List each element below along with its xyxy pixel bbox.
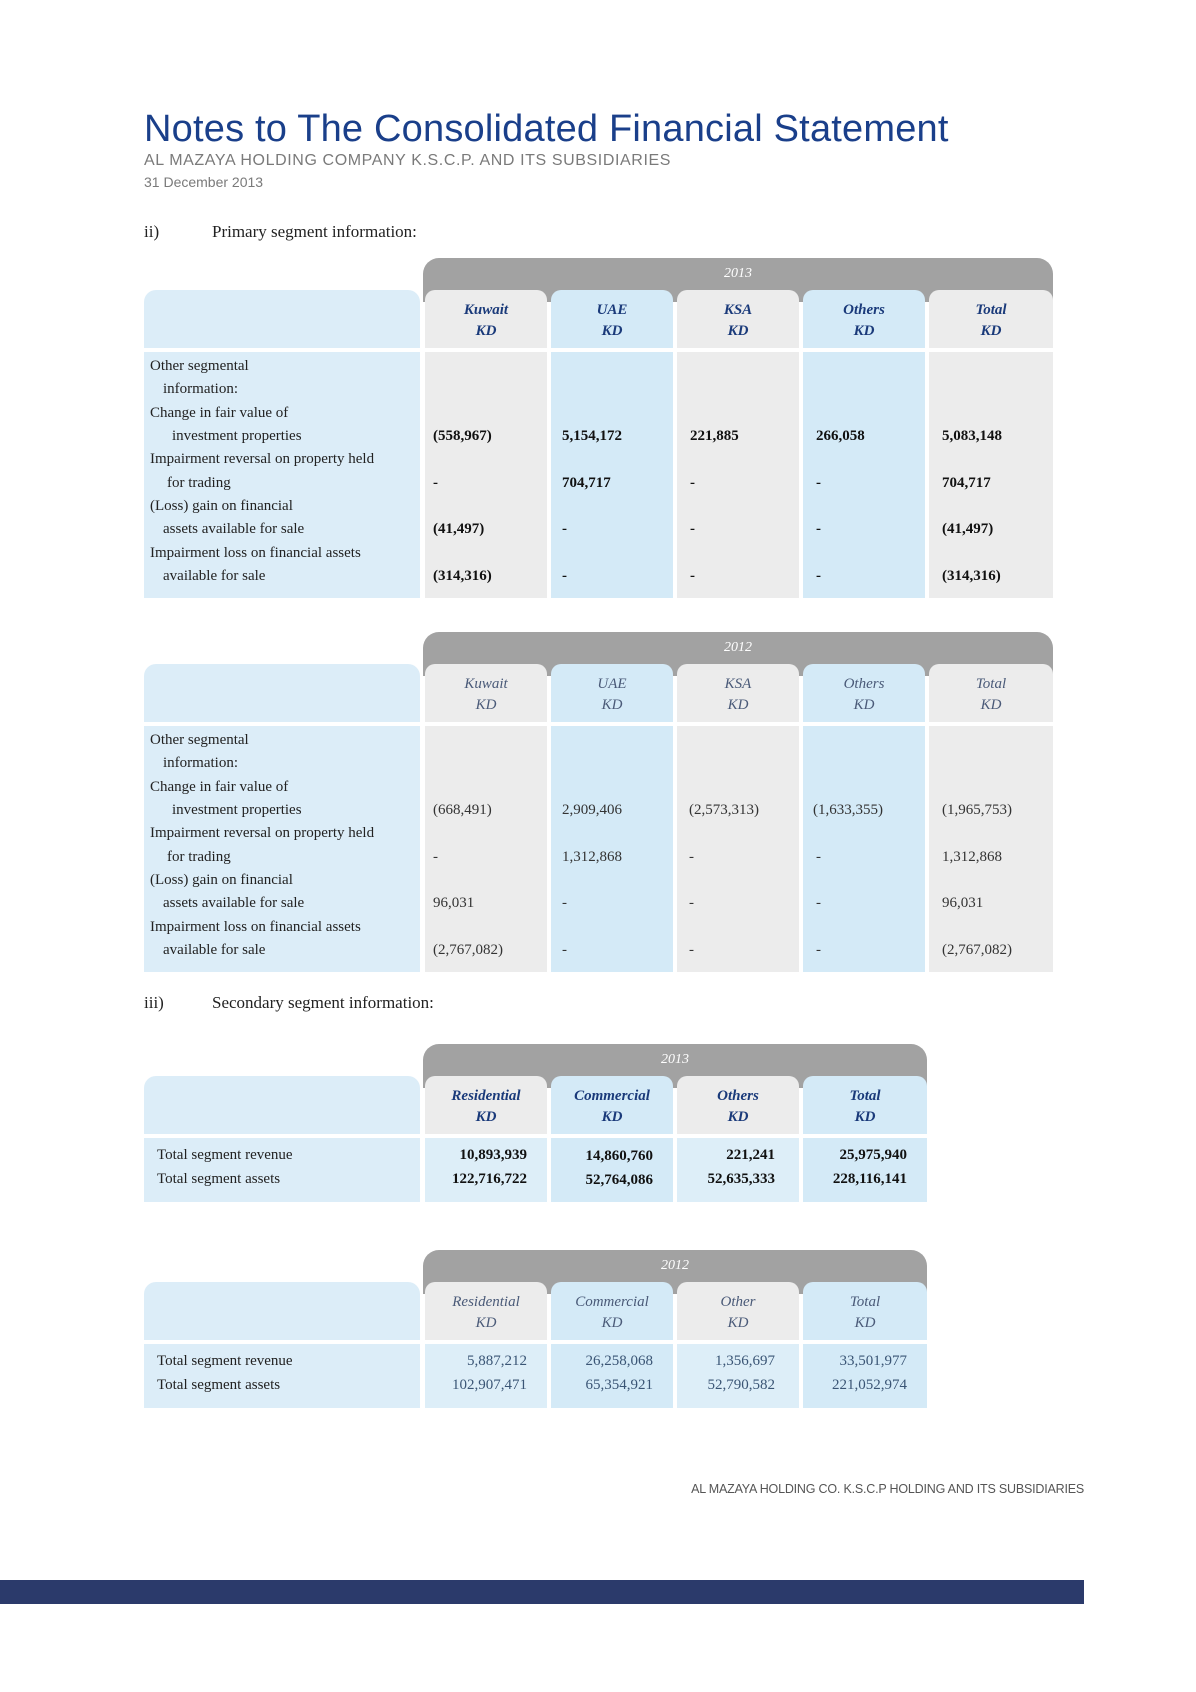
row-label-line: Impairment loss on financial assets	[150, 545, 361, 561]
table-cell: 2,909,406	[562, 802, 622, 818]
table-cell: (41,497)	[942, 521, 994, 537]
column-header-total: Total KD	[929, 290, 1053, 348]
column-header-kuwait: Kuwait KD	[425, 664, 547, 722]
table-cell: (314,316)	[942, 568, 1001, 584]
table-cell: (1,965,753)	[942, 802, 1012, 818]
row-label-line: (Loss) gain on financial	[150, 872, 293, 888]
column-header-commercial: Commercial KD	[551, 1076, 673, 1134]
table-cell: (2,573,313)	[689, 802, 759, 818]
table-cell: (2,767,082)	[942, 942, 1012, 958]
column-header-others: Others KD	[677, 1076, 799, 1134]
table-cell: (41,497)	[433, 521, 485, 537]
table-cell: -	[816, 568, 821, 584]
page-title: Notes to The Consolidated Financial Statement	[144, 108, 949, 150]
row-label-line: for trading	[167, 475, 231, 491]
table-cell: -	[816, 475, 821, 491]
table-cell: -	[689, 942, 694, 958]
row-label-line: Change in fair value of	[150, 405, 289, 421]
table-cell: (1,633,355)	[813, 802, 883, 818]
row-label-line: Other segmental	[150, 358, 249, 374]
table-cell: 122,716,722	[452, 1171, 527, 1187]
row-label-line: information:	[163, 755, 238, 771]
row-label: Total segment revenue	[157, 1353, 293, 1369]
header-blank	[144, 664, 420, 722]
table-cell: -	[690, 475, 695, 491]
section-label: Primary segment information:	[212, 222, 417, 241]
table-cell: -	[816, 849, 821, 865]
column-header-total: Total KD	[929, 664, 1053, 722]
table-cell: (314,316)	[433, 568, 492, 584]
table-cell: 5,887,212	[467, 1353, 527, 1369]
column-header-others: Others KD	[803, 664, 925, 722]
table-cell: 52,764,086	[585, 1172, 653, 1188]
table-cell: -	[689, 895, 694, 911]
table-cell: (668,491)	[433, 802, 492, 818]
column-header-kuwait: Kuwait KD	[425, 290, 547, 348]
year-header: 2013	[423, 258, 1053, 302]
header-blank	[144, 1076, 420, 1134]
row-label-line: Impairment loss on financial assets	[150, 919, 361, 935]
table-cell: 26,258,068	[585, 1353, 653, 1369]
table-cell: 52,635,333	[707, 1171, 775, 1187]
table-cell: 266,058	[816, 428, 865, 444]
row-label-line: Impairment reversal on property held	[150, 825, 375, 841]
table-cell: -	[433, 475, 438, 491]
column-body-others	[803, 726, 925, 972]
year-header: 2013	[423, 1044, 927, 1088]
row-label-line: assets available for sale	[163, 895, 305, 911]
column-header-others: Others KD	[803, 290, 925, 348]
company-name: AL MAZAYA HOLDING COMPANY K.S.C.P. AND ITS SUBSIDIARIES	[144, 152, 672, 169]
table-cell: 10,893,939	[459, 1147, 527, 1163]
table-cell: 704,717	[942, 475, 991, 491]
column-body-kuwait	[425, 352, 547, 598]
table-cell: -	[562, 895, 567, 911]
table-cell: 5,154,172	[562, 428, 622, 444]
table-cell: 221,885	[690, 428, 739, 444]
section-number: ii)	[144, 222, 160, 241]
table-cell: 1,312,868	[562, 849, 622, 865]
table-cell: -	[690, 568, 695, 584]
table-cell: 704,717	[562, 475, 611, 491]
table-cell: -	[562, 942, 567, 958]
table-cell: 102,907,471	[452, 1377, 527, 1393]
table-cell: -	[816, 895, 821, 911]
column-header-ksa: KSA KD	[677, 664, 799, 722]
column-header-residential: Residential KD	[425, 1282, 547, 1340]
row-label-line: assets available for sale	[163, 521, 305, 537]
table-cell: 228,116,141	[832, 1171, 907, 1187]
column-body-kuwait	[425, 726, 547, 972]
table-cell: 221,052,974	[832, 1377, 907, 1393]
row-label-line: (Loss) gain on financial	[150, 498, 293, 514]
row-label-line: available for sale	[163, 942, 266, 958]
table-cell: 65,354,921	[585, 1377, 653, 1393]
column-header-total: Total KD	[803, 1076, 927, 1134]
table-cell: -	[562, 521, 567, 537]
row-label-line: information:	[163, 381, 238, 397]
table-cell: 14,860,760	[585, 1148, 653, 1164]
table-cell: 52,790,582	[707, 1377, 775, 1393]
column-body-others	[803, 352, 925, 598]
table-cell: -	[433, 849, 438, 865]
footer-company-name: AL MAZAYA HOLDING CO. K.S.C.P HOLDING AND ITS SUBSIDIARIES	[691, 1482, 1084, 1496]
table-cell: 5,083,148	[942, 428, 1002, 444]
column-body-ksa	[677, 726, 799, 972]
table-cell: -	[689, 849, 694, 865]
row-label-line: for trading	[167, 849, 231, 865]
header-blank	[144, 290, 420, 348]
table-cell: (2,767,082)	[433, 942, 503, 958]
column-header-total: Total KD	[803, 1282, 927, 1340]
table-cell: -	[816, 942, 821, 958]
table-cell: 221,241	[726, 1147, 775, 1163]
table-cell: -	[562, 568, 567, 584]
row-label-line: investment properties	[172, 428, 302, 444]
column-header-uae: UAE KD	[551, 664, 673, 722]
row-label-line: Impairment reversal on property held	[150, 451, 375, 467]
table-cell: -	[816, 521, 821, 537]
table-cell: 25,975,940	[839, 1147, 907, 1163]
row-label-line: Other segmental	[150, 732, 249, 748]
header-blank	[144, 1282, 420, 1340]
table-cell: (558,967)	[433, 428, 492, 444]
row-label: Total segment revenue	[157, 1147, 293, 1163]
column-header-residential: Residential KD	[425, 1076, 547, 1134]
row-label: Total segment assets	[157, 1377, 281, 1393]
table-cell: 96,031	[433, 895, 475, 911]
column-body-ksa	[677, 352, 799, 598]
table-cell: 1,356,697	[715, 1353, 775, 1369]
year-header: 2012	[423, 1250, 927, 1294]
section-number: iii)	[144, 993, 164, 1012]
row-label-line: available for sale	[163, 568, 266, 584]
row-label-line: investment properties	[172, 802, 302, 818]
row-label: Total segment assets	[157, 1171, 281, 1187]
column-header-ksa: KSA KD	[677, 290, 799, 348]
column-header-uae: UAE KD	[551, 290, 673, 348]
table-cell: 96,031	[942, 895, 984, 911]
row-label-line: Change in fair value of	[150, 779, 289, 795]
statement-date: 31 December 2013	[144, 174, 264, 190]
table-cell: -	[690, 521, 695, 537]
table-cell: 1,312,868	[942, 849, 1002, 865]
section-label: Secondary segment information:	[212, 993, 434, 1012]
column-header-other: Other KD	[677, 1282, 799, 1340]
column-header-commercial: Commercial KD	[551, 1282, 673, 1340]
table-cell: 33,501,977	[839, 1353, 907, 1369]
footer-bar	[0, 1580, 1084, 1604]
year-header: 2012	[423, 632, 1053, 676]
